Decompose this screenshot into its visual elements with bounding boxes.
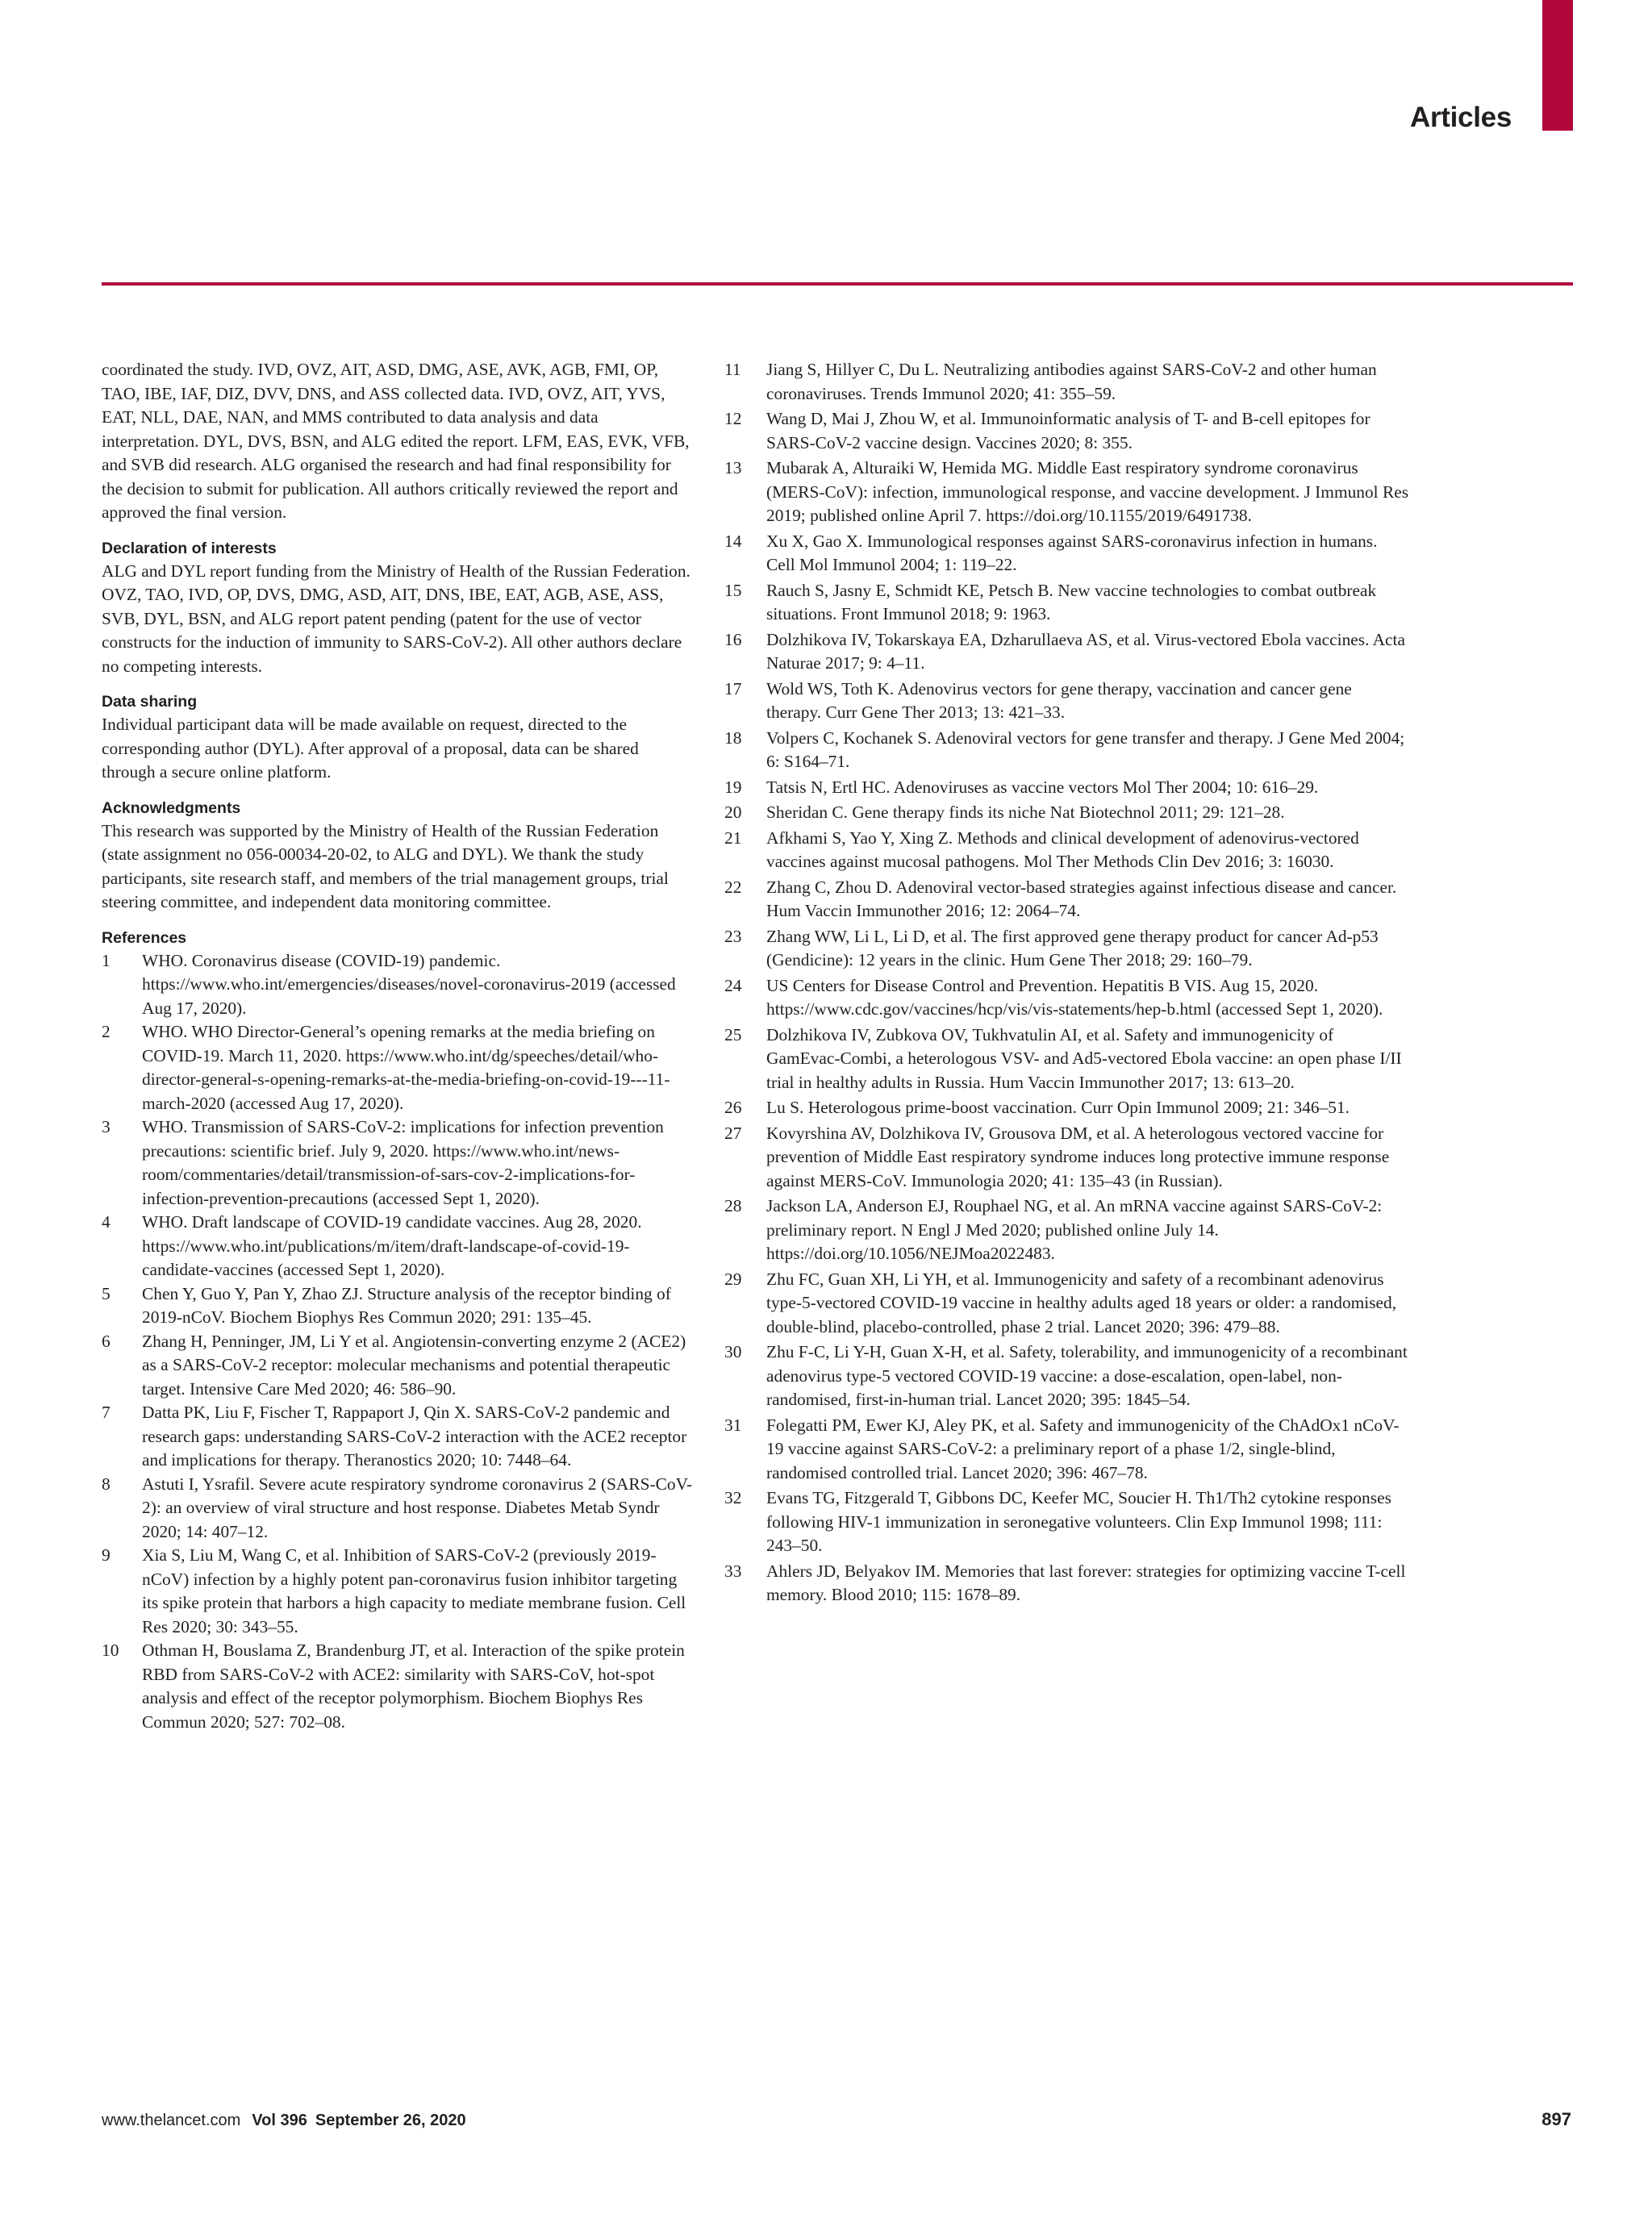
references-heading: References (102, 928, 187, 947)
reference-text: Astuti I, Ysrafil. Severe acute respiratory syndrome coronavirus 2 (SARS-CoV-2): an overview of viral structure and host response. Diabetes Metab Syndr 2020; 14: 407–12. (142, 1474, 693, 1541)
reference-text: Jackson LA, Anderson EJ, Rouphael NG, et al. An mRNA vaccine against SARS-CoV-2: preliminary report. N Engl J Med 2020; published online July 14. https://doi.org/10.1056/NEJMoa2022483. (766, 1196, 1383, 1263)
header-rule (102, 282, 1573, 286)
reference-text: Sheridan C. Gene therapy finds its niche Nat Biotechnol 2011; 29: 121–28. (766, 803, 1285, 822)
reference-number: 11 (724, 360, 741, 379)
reference-item (724, 1194, 1410, 1266)
reference-list-left (102, 949, 695, 1735)
reference-text: Kovyrshina AV, Dolzhikova IV, Grousova DM, et al. A heterologous vectored vaccine for prevention of Middle East respiratory syndrome induces long protective immune response against MERS-CoV. Immunologia 2020; 41: 135–43 (in Russian). (766, 1123, 1390, 1190)
reference-number: 6 (102, 1331, 111, 1351)
reference-text: Zhu F-C, Li Y-H, Guan X-H, et al. Safety, tolerability, and immunogenicity of a recombinant adenovirus type-5 vectored COVID-19 vaccine: a dose-escalation, open-label, non-randomised, first-in-human trial. Lancet 2020; 395: 1845–54. (766, 1342, 1408, 1409)
reference-text: Xia S, Liu M, Wang C, et al. Inhibition of SARS-CoV-2 (previously 2019-nCoV) infection by a highly potent pan-coronavirus fusion inhibitor targeting its spike protein that harbors a high capacity to mediate membrane fusion. Cell Res 2020; 30: 343–55. (142, 1545, 686, 1636)
reference-number: 10 (102, 1641, 119, 1660)
reference-number: 16 (724, 629, 742, 649)
reference-number: 26 (724, 1098, 742, 1117)
reference-text: Datta PK, Liu F, Fischer T, Rappaport J, Qin X. SARS-CoV-2 pandemic and research gaps: understanding SARS-CoV-2 interaction with the ACE2 receptor and implications for therapy. Theranostics 2020; 10: 7448–64. (142, 1403, 687, 1470)
section-color-tab (1542, 0, 1573, 131)
reference-number: 3 (102, 1117, 111, 1136)
reference-number: 4 (102, 1212, 111, 1232)
footer-volume: Vol 396 (252, 2112, 307, 2129)
reference-text: Volpers C, Kochanek S. Adenoviral vectors for gene transfer and therapy. J Gene Med 2004; 6: S164–71. (766, 728, 1405, 771)
reference-number: 25 (724, 1024, 742, 1044)
reference-number: 14 (724, 531, 742, 551)
reference-text: WHO. Transmission of SARS-CoV-2: implications for infection prevention precautions: scientific brief. July 9, 2020. https://www.who.int/news-room/commentaries/detail/transmission-of-sars-cov-2-implications-for-infection-prevention-precautions (accessed Sept 1, 2020). (142, 1117, 664, 1208)
contributors-text: coordinated the study. IVD, OVZ, AIT, ASD, DMG, ASE, AVK, AGB, FMI, OP, TAO, IBE, IAF, DIZ, DVV, DNS, and ASS collected data. IVD, OVZ, AIT, YVS, EAT, NLL, DAE, NAN, and MMS contributed to data analysis and data interpretation. DYL, DVS, BSN, and ALG edited the report. LFM, EAS, EVK, VFB, and SVB did research. ALG organised the research and had final responsibility for the decision to submit for publication. All authors critically reviewed the report and approved the final version. (102, 360, 690, 522)
reference-item (724, 457, 1410, 528)
acknowledgments-heading: Acknowledgments (102, 798, 241, 817)
declaration-heading: Declaration of interests (102, 539, 277, 557)
reference-text: Dolzhikova IV, Tokarskaya EA, Dzharullaeva AS, et al. Virus-vectored Ebola vaccines. Acta Naturae 2017; 9: 4–11. (766, 629, 1405, 673)
reference-text: Mubarak A, Alturaiki W, Hemida MG. Middle East respiratory syndrome coronavirus (MERS-CoV): infection, immunological response, and vaccine development. J Immunol Res 2019; published online April 7. https://doi.org/10.1155/2019/6491738. (766, 458, 1409, 525)
reference-text: Chen Y, Guo Y, Pan Y, Zhao ZJ. Structure analysis of the receptor binding of 2019-nCoV. Biochem Biophys Res Commun 2020; 291: 135–45. (142, 1283, 671, 1327)
reference-text: Ahlers JD, Belyakov IM. Memories that last forever: strategies for optimizing vaccine T-cell memory. Blood 2010; 115: 1678–89. (766, 1561, 1406, 1604)
reference-number: 17 (724, 678, 742, 698)
reference-item (724, 876, 1410, 923)
reference-text: Wang D, Mai J, Zhou W, et al. Immunoinformatic analysis of T- and B-cell epitopes for SARS-CoV-2 vaccine design. Vaccines 2020; 8: 355. (766, 409, 1370, 452)
reference-item (724, 801, 1410, 825)
left-column (102, 358, 695, 1734)
reference-text: Jiang S, Hillyer C, Du L. Neutralizing antibodies against SARS-CoV-2 and other human coronaviruses. Trends Immunol 2020; 41: 355–59. (766, 360, 1377, 403)
reference-item (724, 827, 1410, 874)
reference-item (724, 1340, 1410, 1412)
reference-number: 18 (724, 728, 742, 748)
reference-text: Dolzhikova IV, Zubkova OV, Tukhvatulin AI, et al. Safety and immunogenicity of GamEvac-Combi, a heterologous VSV- and Ad5-vectored Ebola vaccine: an open phase I/II trial in healthy adults in Russia. Hum Vaccin Immunother 2017; 13: 613–20. (766, 1024, 1402, 1092)
reference-number: 8 (102, 1474, 111, 1494)
reference-number: 24 (724, 975, 742, 995)
reference-item (724, 628, 1410, 676)
reference-number: 7 (102, 1403, 111, 1422)
reference-number: 29 (724, 1269, 742, 1289)
reference-text: Afkhami S, Yao Y, Xing Z. Methods and clinical development of adenovirus-vectored vaccines against mucosal pathogens. Mol Ther Methods Clin Dev 2016; 3: 16030. (766, 828, 1359, 871)
acknowledgments-text: This research was supported by the Ministry of Health of the Russian Federation (state assignment no 056-00034-20-02, to ALG and DYL). We thank the study participants, site research staff, and members of the trial management groups, trial steering committee, and independent data monitoring committee. (102, 820, 669, 911)
right-column (724, 358, 1410, 1609)
reference-number: 1 (102, 950, 111, 970)
reference-item (724, 925, 1410, 973)
reference-number: 33 (724, 1561, 742, 1581)
reference-text: Zhang C, Zhou D. Adenoviral vector-based strategies against infectious disease and cancer. Hum Vaccin Immunother 2016; 12: 2064–74. (766, 877, 1397, 920)
reference-number: 21 (724, 828, 742, 848)
reference-item (102, 1401, 695, 1473)
footer-date: September 26, 2020 (315, 2112, 466, 2129)
reference-number: 12 (724, 409, 742, 428)
reference-item (102, 1330, 695, 1402)
section-label: Articles (1410, 102, 1512, 133)
reference-text: Lu S. Heterologous prime-boost vaccination. Curr Opin Immunol 2009; 21: 346–51. (766, 1098, 1350, 1117)
reference-item (724, 974, 1410, 1022)
reference-item (102, 1115, 695, 1211)
reference-item (724, 358, 1410, 406)
reference-item (724, 407, 1410, 455)
data-sharing-text: Individual participant data will be made available on request, directed to the corresponding author (DYL). After approval of a proposal, data can be shared through a secure online platform. (102, 715, 639, 782)
reference-item (724, 530, 1410, 577)
data-sharing-section (102, 690, 695, 785)
reference-item (724, 1268, 1410, 1340)
reference-number: 30 (724, 1342, 742, 1361)
reference-item (724, 1024, 1410, 1095)
footer-website[interactable]: www.thelancet.com (102, 2112, 241, 2129)
page-footer (102, 2112, 466, 2130)
reference-text: Xu X, Gao X. Immunological responses against SARS-coronavirus infection in humans. Cell Mol Immunol 2004; 1: 119–22. (766, 531, 1378, 574)
reference-number: 27 (724, 1123, 742, 1143)
reference-text: WHO. Draft landscape of COVID-19 candidate vaccines. Aug 28, 2020. https://www.who.int/publications/m/item/draft-landscape-of-covid-19-candidate-vaccines (accessed Sept 1, 2020). (142, 1212, 642, 1279)
reference-text: Zhang H, Penninger, JM, Li Y et al. Angiotensin-converting enzyme 2 (ACE2) as a SARS-CoV-2 receptor: molecular mechanisms and potential therapeutic target. Intensive Care Med 2020; 46: 586–90. (142, 1331, 686, 1399)
reference-item (102, 1211, 695, 1282)
reference-text: Wold WS, Toth K. Adenovirus vectors for gene therapy, vaccination and cancer gene therapy. Curr Gene Ther 2013; 13: 421–33. (766, 678, 1352, 722)
reference-text: WHO. Coronavirus disease (COVID-19) pandemic. https://www.who.int/emergencies/diseases/novel-coronavirus-2019 (accessed Aug 17, 2020). (142, 950, 676, 1018)
reference-item (724, 579, 1410, 627)
reference-item (724, 1560, 1410, 1607)
reference-number: 2 (102, 1022, 111, 1041)
declaration-section (102, 537, 695, 679)
reference-number: 23 (724, 926, 742, 946)
reference-number: 15 (724, 580, 742, 600)
references-section (102, 927, 695, 1735)
reference-item (102, 1473, 695, 1545)
reference-number: 20 (724, 803, 742, 822)
reference-item (724, 1414, 1410, 1486)
reference-item (102, 1544, 695, 1639)
reference-number: 32 (724, 1488, 742, 1507)
reference-text: Zhang WW, Li L, Li D, et al. The first approved gene therapy product for cancer Ad-p53 (Gendicine): 12 years in the clinic. Hum Gene Ther 2018; 29: 160–79. (766, 926, 1379, 969)
reference-number: 9 (102, 1545, 111, 1565)
reference-text: Othman H, Bouslama Z, Brandenburg JT, et al. Interaction of the spike protein RBD from SARS-CoV-2 with ACE2: similarity with SARS-CoV, hot-spot analysis and effect of the receptor polymorphism. Biochem Biophys Res Commun 2020; 527: 702–08. (142, 1641, 685, 1732)
reference-list-right (724, 358, 1410, 1607)
reference-item (102, 1020, 695, 1115)
reference-item (102, 949, 695, 1021)
reference-text: Zhu FC, Guan XH, Li YH, et al. Immunogenicity and safety of a recombinant adenovirus type-5-vectored COVID-19 vaccine in healthy adults aged 18 years or older: a randomised, double-blind, placebo-controlled, phase 2 trial. Lancet 2020; 396: 479–88. (766, 1269, 1397, 1336)
reference-number: 13 (724, 458, 742, 477)
reference-number: 19 (724, 777, 742, 797)
declaration-text: ALG and DYL report funding from the Ministry of Health of the Russian Federation. OVZ, TAO, IVD, OP, DVS, DMG, ASD, AIT, DNS, IBE, EAT, AGB, ASE, ASS, SVB, DYL, BSN, and ALG report patent pending (patent for the use of vector constructs for the induction of immunity to SARS-CoV-2). All other authors declare no competing interests. (102, 561, 690, 676)
reference-item (724, 1122, 1410, 1194)
acknowledgments-section (102, 797, 695, 915)
reference-text: US Centers for Disease Control and Prevention. Hepatitis B VIS. Aug 15, 2020. https://www.cdc.gov/vaccines/hcp/vis/vis-statements/hep-b.html (accessed Sept 1, 2020). (766, 975, 1383, 1019)
data-sharing-heading: Data sharing (102, 693, 198, 711)
reference-number: 22 (724, 877, 742, 897)
reference-item (724, 1096, 1410, 1120)
reference-text: Rauch S, Jasny E, Schmidt KE, Petsch B. New vaccine technologies to combat outbreak situations. Front Immunol 2018; 9: 1963. (766, 580, 1377, 623)
page-number: 897 (1541, 2109, 1571, 2129)
reference-text: Folegatti PM, Ewer KJ, Aley PK, et al. Safety and immunogenicity of the ChAdOx1 nCoV-19 vaccine against SARS-CoV-2: a preliminary report of a phase 1/2, single-blind, randomised controlled trial. Lancet 2020; 396: 467–78. (766, 1415, 1400, 1482)
reference-text: Evans TG, Fitzgerald T, Gibbons DC, Keefer MC, Soucier H. Th1/Th2 cytokine responses following HIV-1 immunization in seronegative volunteers. Clin Exp Immunol 1998; 111: 243–50. (766, 1488, 1391, 1555)
reference-text: Tatsis N, Ertl HC. Adenoviruses as vaccine vectors Mol Ther 2004; 10: 616–29. (766, 777, 1319, 797)
reference-item (102, 1282, 695, 1330)
reference-number: 28 (724, 1196, 742, 1215)
reference-item (102, 1639, 695, 1734)
reference-text: WHO. WHO Director-General’s opening remarks at the media briefing on COVID-19. March 11, 2020. https://www.who.int/dg/speeches/detail/who-director-general-s-opening-remarks-at-the-media-briefing-on-covid-19---11-march-2020 (accessed Aug 17, 2020). (142, 1022, 670, 1113)
reference-item (724, 677, 1410, 725)
reference-item (724, 727, 1410, 774)
reference-number: 5 (102, 1283, 111, 1303)
reference-item (724, 1486, 1410, 1558)
reference-item (724, 776, 1410, 800)
reference-number: 31 (724, 1415, 742, 1435)
